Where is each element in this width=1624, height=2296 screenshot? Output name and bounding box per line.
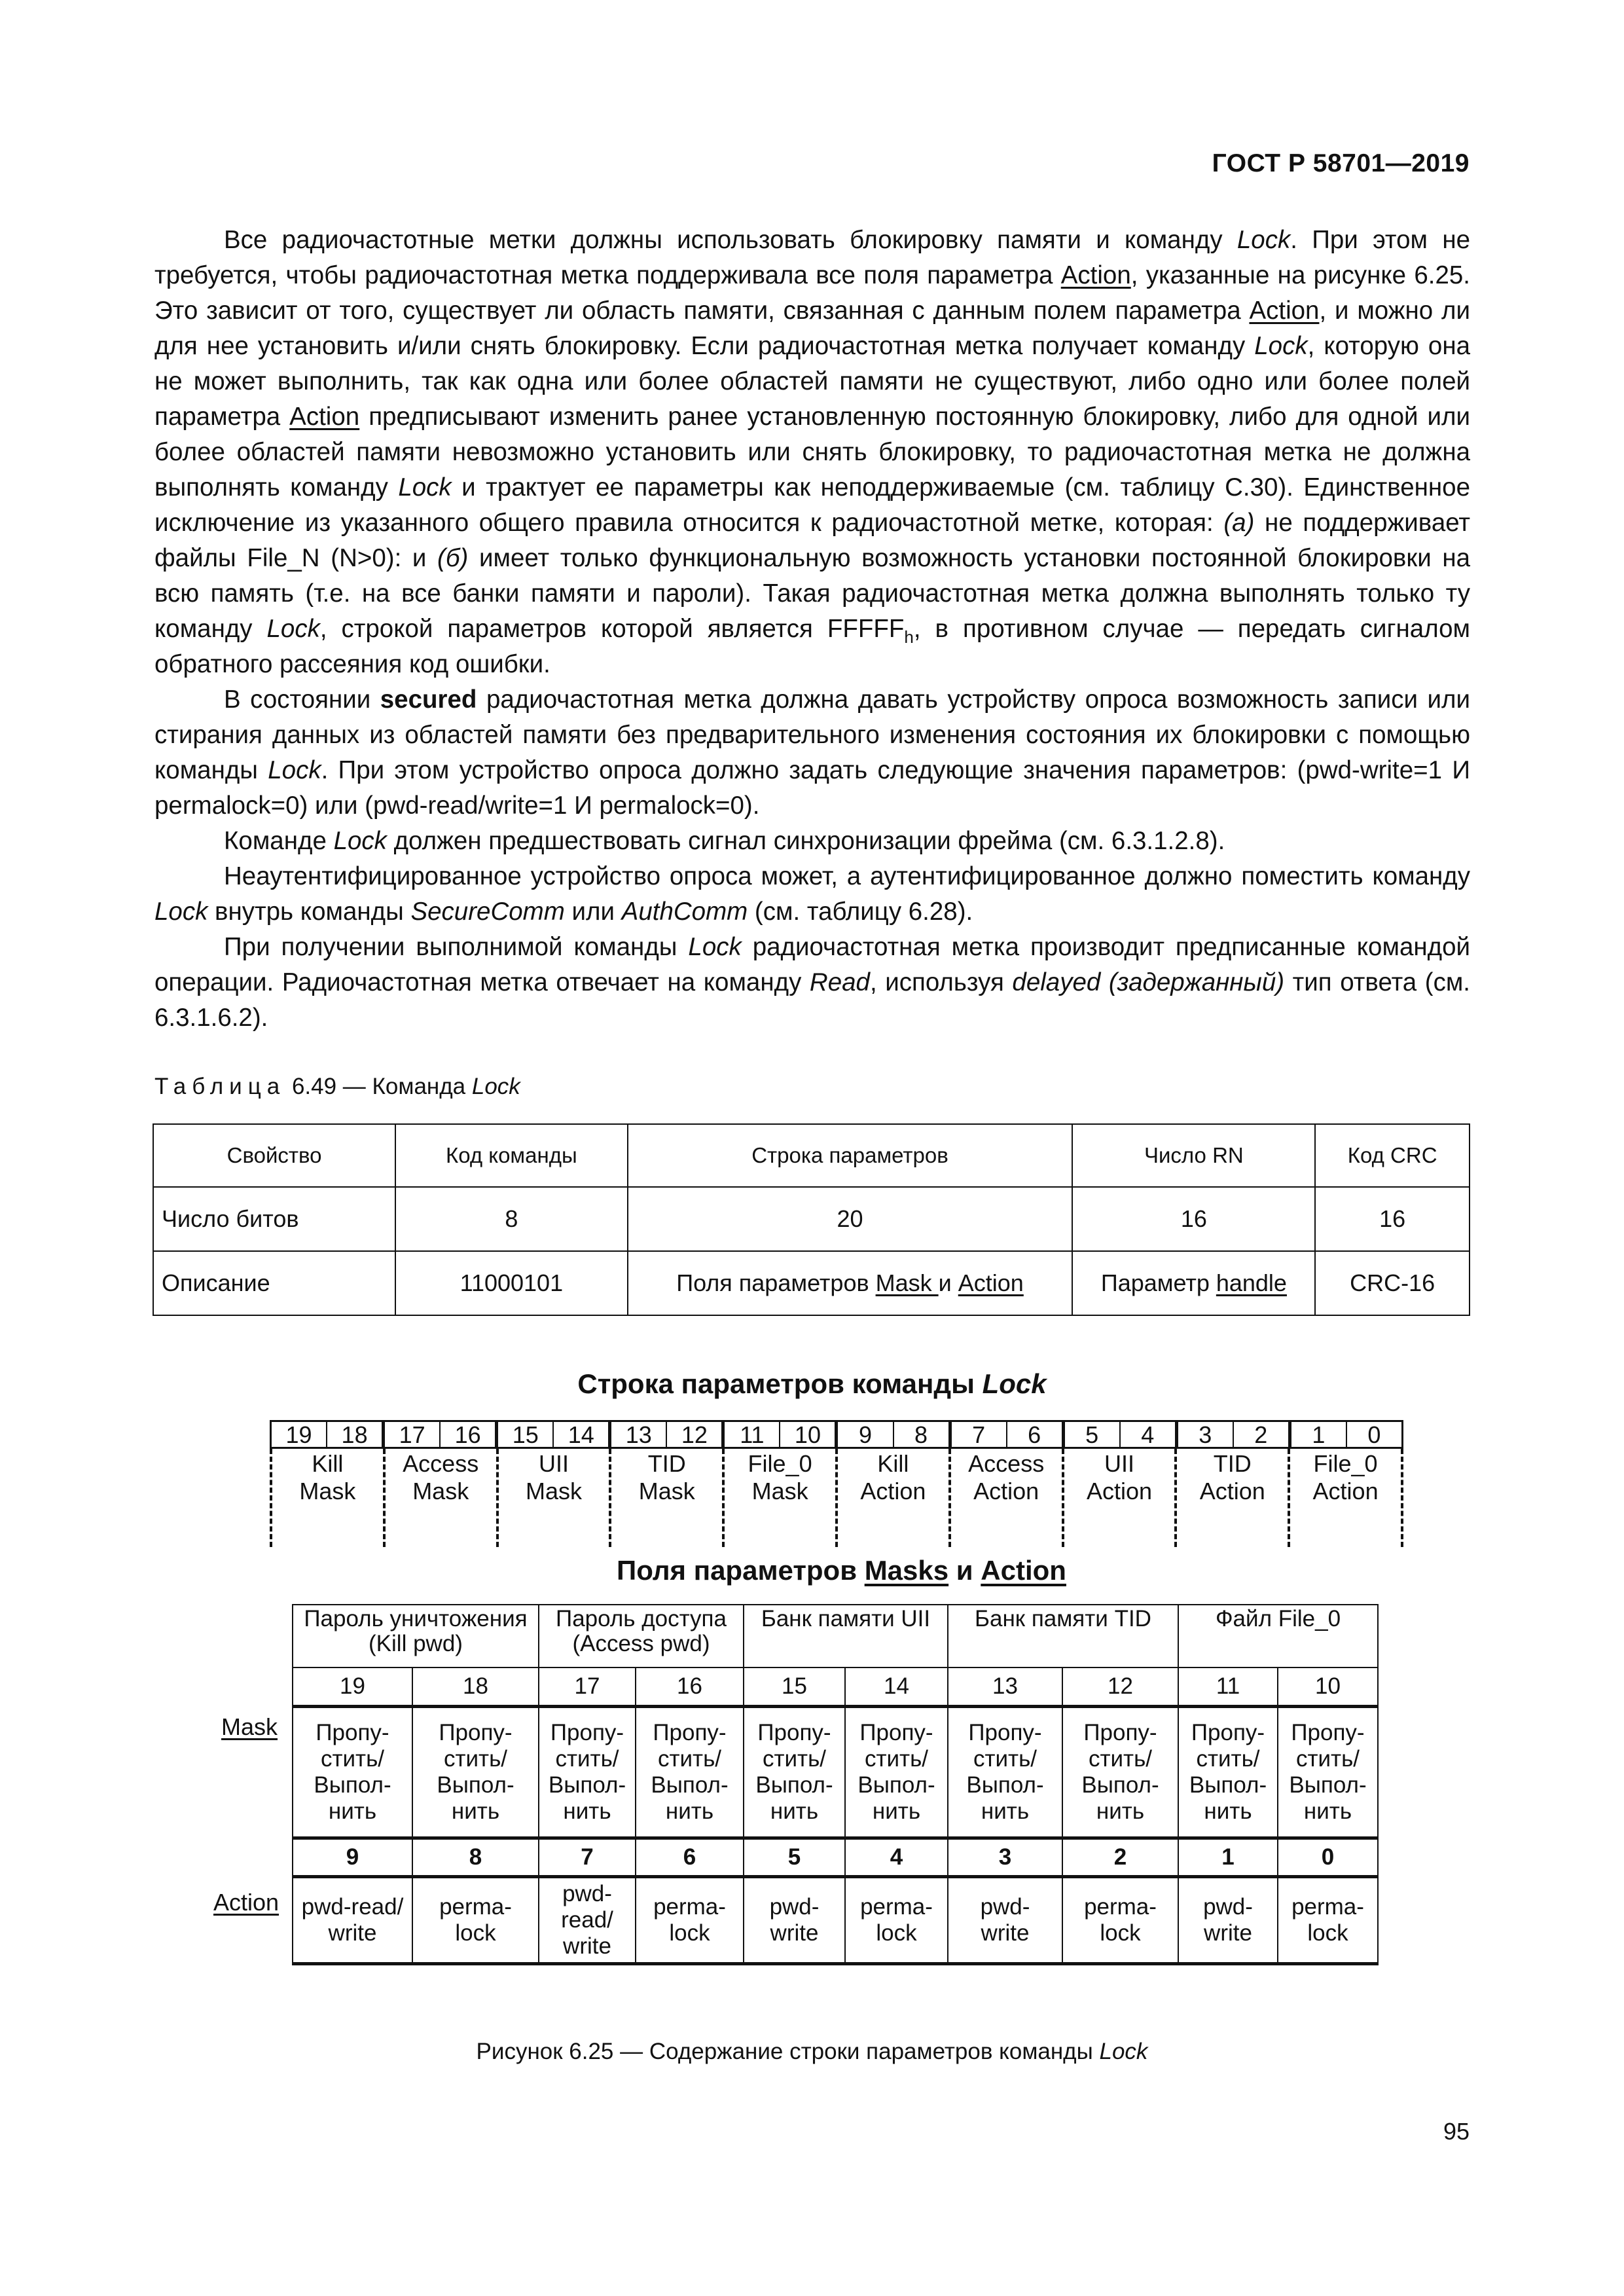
text: стить/ (1196, 1746, 1260, 1772)
term: (б) (437, 544, 469, 572)
bit-cell: 9 (835, 1422, 892, 1447)
action-bit-number: 9 (293, 1838, 412, 1877)
mask-cell (744, 1707, 845, 1838)
text: pwd-read/ (301, 1894, 404, 1920)
text: , строкой параметров которой является FFFFF (319, 615, 905, 643)
action-bit-number: 3 (948, 1838, 1062, 1877)
table-cell: CRC-16 (1315, 1251, 1470, 1315)
text: lock (455, 1920, 496, 1946)
table-cell: 11000101 (395, 1251, 627, 1315)
paragraph (154, 824, 1470, 859)
text: UII (1104, 1450, 1134, 1477)
text: write (770, 1920, 819, 1946)
text: Выпол- (1289, 1772, 1367, 1798)
table-header-row (153, 1124, 1470, 1187)
figure-title (0, 1368, 1624, 1400)
bit-cell: 5 (1062, 1422, 1119, 1447)
term: Mask (875, 1269, 939, 1296)
text: Пароль доступа (556, 1606, 727, 1631)
text: Kill (312, 1450, 344, 1477)
text: write (981, 1920, 1030, 1946)
text: Пароль уничтожения (304, 1606, 528, 1631)
action-cell (636, 1877, 744, 1964)
text: радиочастотная метка должна давать устройству опроса возможность записи или стирания данных из областей памяти без предварительного изменения состояния их блокировки с помощью команды (154, 685, 1470, 784)
text: нить (872, 1798, 921, 1824)
mask-row (293, 1707, 1378, 1838)
mask-bit-number: 17 (539, 1667, 636, 1707)
text: нить (770, 1798, 819, 1824)
text: Поля параметров (676, 1269, 876, 1296)
bit-cell: 1 (1288, 1422, 1346, 1447)
mask-cell (412, 1707, 539, 1838)
text: Выпол- (966, 1772, 1044, 1798)
text: Файл File_0 (1215, 1606, 1341, 1631)
mask-bit-number: 12 (1062, 1667, 1178, 1707)
action-row (293, 1877, 1378, 1964)
text: Выпол- (857, 1772, 935, 1798)
table-header-cell: Число RN (1072, 1124, 1315, 1187)
mask-cell (1178, 1707, 1278, 1838)
mask-bit-number: 11 (1178, 1667, 1278, 1707)
bit-cell: 8 (893, 1422, 948, 1447)
text: Команде (224, 827, 334, 855)
text: Пропу- (653, 1720, 727, 1745)
text: внутрь команды (208, 898, 411, 926)
table-caption (154, 1074, 520, 1100)
action-bit-number: 7 (539, 1838, 636, 1877)
text: не поддерживает файлы File_N (N>0): и (154, 509, 1470, 572)
term: Action (289, 403, 360, 431)
text: и (938, 1269, 958, 1296)
text: Строка параметров команды (577, 1368, 983, 1399)
term: SecureComm (410, 898, 565, 926)
text: Пропу- (859, 1720, 933, 1745)
paragraph (154, 930, 1470, 1036)
text: (Access pwd) (572, 1631, 710, 1656)
action-bit-number: 5 (744, 1838, 845, 1877)
text: pwd- (980, 1894, 1030, 1920)
text: предписывают изменить ранее установленную постоянную блокировку, либо для одной или более областей памяти невозможно установить или снять блокировку, то радиочастотная метка не должна выполнять команду (154, 403, 1471, 501)
action-bit-number: 1 (1178, 1838, 1278, 1877)
action-bit-number: 0 (1278, 1838, 1378, 1877)
bit-cell: 17 (382, 1422, 439, 1447)
text: , в противном случае — передать сигналом обратного рассеяния код ошибки. (154, 615, 1470, 678)
masks-action-grid (292, 1604, 1379, 1965)
text: Выпол- (1081, 1772, 1159, 1798)
action-bit-row (293, 1838, 1378, 1877)
bit-cell: 13 (608, 1422, 666, 1447)
mask-label: Mask (221, 1713, 278, 1740)
text: pwd- (562, 1881, 612, 1906)
text: стить/ (555, 1746, 619, 1772)
bit-cell: 7 (948, 1422, 1006, 1447)
field-label (1288, 1449, 1403, 1547)
paragraph (154, 682, 1470, 824)
text: Банк памяти UII (761, 1606, 931, 1631)
action-cell (1062, 1877, 1178, 1964)
table-header-cell: Код команды (395, 1124, 627, 1187)
text: perma- (653, 1894, 726, 1920)
text: стить/ (1088, 1746, 1153, 1772)
field-label (496, 1449, 609, 1547)
group-header (948, 1605, 1178, 1667)
text: Mask (412, 1478, 469, 1504)
term: Action (1060, 261, 1131, 289)
bit-cell: 12 (666, 1422, 721, 1447)
text: Пропу- (316, 1720, 389, 1745)
text: Mask (525, 1478, 582, 1504)
text: имеет только функциональную возможность установки постоянной блокировки на всю память (т.е. на все банки памяти и пароли). Такая радиочастотная метка должна выполнять только ту команду (154, 544, 1470, 643)
field-label (1062, 1449, 1175, 1547)
text: стить/ (1295, 1746, 1360, 1772)
table-cell: 16 (1315, 1187, 1470, 1251)
action-bit-number: 8 (412, 1838, 539, 1877)
table-header-cell: Свойство (153, 1124, 395, 1187)
bit-cell: 2 (1233, 1422, 1288, 1447)
text: Пропу- (968, 1720, 1042, 1745)
text: Пропу- (1291, 1720, 1365, 1745)
mask-bit-number: 13 (948, 1667, 1062, 1707)
term: Read (809, 968, 870, 996)
mask-bit-number: 15 (744, 1667, 845, 1707)
document-header: ГОСТ Р 58701—2019 (1212, 149, 1470, 177)
text: File_0 (748, 1450, 812, 1477)
text: Action (1086, 1478, 1152, 1504)
group-header (293, 1605, 539, 1667)
mask-cell (1062, 1707, 1178, 1838)
term: Lock (333, 827, 387, 855)
action-cell (1178, 1877, 1278, 1964)
group-header (539, 1605, 744, 1667)
term: Lock (982, 1368, 1047, 1399)
bit-cell: 15 (495, 1422, 552, 1447)
lock-command-table (153, 1123, 1470, 1316)
table-cell: Число битов (153, 1187, 395, 1251)
text: , указанные на рисунке 6.25. Это зависит от того, существует ли область памяти, связанная с данным полем параметра (154, 261, 1470, 325)
text: pwd- (1203, 1894, 1253, 1920)
paragraph (154, 223, 1470, 682)
text: TID (1213, 1450, 1252, 1477)
bit-cell: 16 (439, 1422, 495, 1447)
text: Параметр (1100, 1269, 1216, 1296)
text: Action (973, 1478, 1039, 1504)
text: Таблица (154, 1074, 286, 1099)
action-label: Action (213, 1889, 280, 1916)
field-label (948, 1449, 1062, 1547)
term: Action (1249, 297, 1320, 325)
term: Lock (1236, 226, 1291, 254)
action-cell (293, 1877, 412, 1964)
table-cell: 8 (395, 1187, 627, 1251)
group-row (293, 1605, 1378, 1667)
bit-cell: 10 (779, 1422, 835, 1447)
field-label (835, 1449, 948, 1547)
action-cell (412, 1877, 539, 1964)
text: стить/ (657, 1746, 722, 1772)
text: стить/ (320, 1746, 385, 1772)
text: Выпол- (314, 1772, 391, 1798)
subscript: h (904, 627, 914, 647)
term: Lock (688, 933, 742, 961)
text: стить/ (443, 1746, 508, 1772)
text: 6.49 — Команда (285, 1074, 472, 1099)
term: Lock (154, 898, 208, 926)
text: Mask (638, 1478, 695, 1504)
bit-cell: 3 (1175, 1422, 1233, 1447)
figure-subtitle (29, 1555, 1624, 1586)
table-row (153, 1187, 1470, 1251)
action-cell (845, 1877, 948, 1964)
text: Выпол- (651, 1772, 729, 1798)
body-text (154, 223, 1470, 1036)
term: Action (981, 1555, 1066, 1586)
text: Выпол- (437, 1772, 514, 1798)
text: Action (1312, 1478, 1379, 1504)
text: Kill (877, 1450, 909, 1477)
text: perma- (860, 1894, 933, 1920)
mask-bit-number: 18 (412, 1667, 539, 1707)
table-cell: 20 (628, 1187, 1073, 1251)
group-header (1178, 1605, 1378, 1667)
group-header (744, 1605, 948, 1667)
term: Action (958, 1269, 1024, 1296)
term: Lock (268, 756, 321, 784)
text: Пропу- (550, 1720, 624, 1745)
table-header-cell: Код CRC (1315, 1124, 1470, 1187)
text: lock (876, 1920, 917, 1946)
text: UII (538, 1450, 569, 1477)
action-bit-number: 2 (1062, 1838, 1178, 1877)
text: lock (1100, 1920, 1141, 1946)
text: write (328, 1920, 377, 1946)
term: secured (380, 685, 477, 714)
field-label (270, 1449, 383, 1547)
term: handle (1216, 1269, 1287, 1296)
action-cell (539, 1877, 636, 1964)
text: perma- (1291, 1894, 1364, 1920)
paragraph (154, 859, 1470, 930)
table-cell (1072, 1251, 1315, 1315)
text: При получении выполнимой команды (224, 933, 689, 961)
mask-cell (845, 1707, 948, 1838)
bit-field-labels (270, 1449, 1403, 1547)
mask-bit-row (293, 1667, 1378, 1707)
text: тип ответа (см. 6.3.1.6.2). (154, 968, 1471, 1032)
text: или (564, 898, 622, 926)
mask-cell (948, 1707, 1062, 1838)
text: и трактует ее параметры как неподдерживаемые (см. таблицу С.30). Единственное исключение из указанного общего правила относится к радиочастотной метке, которая: (154, 473, 1470, 537)
text: стить/ (973, 1746, 1038, 1772)
text: , которую она не может выполнить, так как одна или более областей памяти не существуют, либо одно или более полей параметра (154, 332, 1470, 431)
text: (см. таблицу 6.28). (748, 898, 973, 926)
text: TID (647, 1450, 686, 1477)
text: Пропу- (439, 1720, 513, 1745)
text: стить/ (864, 1746, 929, 1772)
text: , и можно ли для нее установить и/или снять блокировку. Если радиочастотная метка получает команду (154, 297, 1470, 360)
text: Action (860, 1478, 926, 1504)
bit-cell: 6 (1006, 1422, 1062, 1447)
text: нить (981, 1798, 1030, 1824)
text: Action (1199, 1478, 1265, 1504)
mask-cell (1278, 1707, 1378, 1838)
term: Masks (864, 1555, 949, 1586)
figure-caption (0, 2039, 1624, 2065)
action-cell (948, 1877, 1062, 1964)
term: Lock (471, 1074, 520, 1099)
text: File_0 (1313, 1450, 1378, 1477)
action-cell (1278, 1877, 1378, 1964)
text: . При этом не требуется, чтобы радиочастотная метка поддерживала все поля параметра (154, 226, 1470, 289)
text: . При этом устройство опроса должно задать следующие значения параметров: (pwd-write=1 И permalock=0) или (pwd-read/write=1 И permalock=0). (154, 756, 1470, 820)
text: Mask (751, 1478, 808, 1504)
text: нить (665, 1798, 714, 1824)
text: Неаутентифицированное устройство опроса может, а аутентифицированное должно поместить команду (224, 862, 1470, 890)
text: lock (669, 1920, 710, 1946)
action-bit-number: 6 (636, 1838, 744, 1877)
term: Lock (1254, 332, 1308, 360)
text: нить (1096, 1798, 1145, 1824)
bit-cell: 14 (552, 1422, 608, 1447)
term: Lock (1099, 2039, 1148, 2064)
text: нить (1303, 1798, 1352, 1824)
term: delayed (задержанный) (1012, 968, 1285, 996)
text: Выпол- (1189, 1772, 1267, 1798)
text: Mask (299, 1478, 356, 1504)
field-label (383, 1449, 496, 1547)
text: Все радиочастотные метки должны использовать блокировку памяти и команду (224, 226, 1237, 254)
text: perma- (439, 1894, 512, 1920)
text: Рисунок 6.25 — Содержание строки параметров команды (476, 2039, 1100, 2064)
text: и (948, 1555, 981, 1586)
table-cell (628, 1251, 1073, 1315)
text: pwd- (769, 1894, 820, 1920)
table-row (153, 1251, 1470, 1315)
text: Выпол- (548, 1772, 626, 1798)
mask-cell (636, 1707, 744, 1838)
text: , используя (869, 968, 1013, 996)
bit-cell: 0 (1346, 1422, 1401, 1447)
text: нить (563, 1798, 611, 1824)
field-label (722, 1449, 835, 1547)
text: нить (451, 1798, 500, 1824)
text: стить/ (762, 1746, 827, 1772)
mask-cell (539, 1707, 636, 1838)
text: должен предшествовать сигнал синхронизации фрейма (см. 6.3.1.2.8). (386, 827, 1225, 855)
term: (а) (1223, 509, 1255, 537)
term: AuthComm (621, 898, 748, 926)
action-cell (744, 1877, 845, 1964)
field-label (1174, 1449, 1288, 1547)
text: write (1204, 1920, 1252, 1946)
text: write (563, 1933, 611, 1959)
text: Access (968, 1450, 1045, 1477)
mask-bit-number: 14 (845, 1667, 948, 1707)
table-header-cell: Строка параметров (628, 1124, 1073, 1187)
text: Банк памяти TID (975, 1606, 1151, 1631)
text: read/ (561, 1907, 613, 1933)
text: Пропу- (757, 1720, 831, 1745)
term: Lock (398, 473, 452, 501)
action-bit-number: 4 (845, 1838, 948, 1877)
bit-cell: 19 (285, 1421, 312, 1448)
term: Lock (266, 615, 320, 643)
text: нить (328, 1798, 377, 1824)
mask-bit-number: 10 (1278, 1667, 1378, 1707)
text: Поля параметров (617, 1555, 865, 1586)
text: радиочастотная метка производит предписанные командой операции. Радиочастотная метка отвечает на команду (154, 933, 1470, 996)
text: В состоянии (224, 685, 380, 714)
text: Пропу- (1083, 1720, 1157, 1745)
text: нить (1204, 1798, 1252, 1824)
bit-cell: 4 (1119, 1422, 1175, 1447)
bit-cell: 11 (721, 1422, 779, 1447)
mask-bit-number: 19 (293, 1667, 412, 1707)
field-label (609, 1449, 722, 1547)
text: (Kill pwd) (369, 1631, 463, 1656)
mask-cell (293, 1707, 412, 1838)
mask-bit-number: 16 (636, 1667, 744, 1707)
text: Access (403, 1450, 479, 1477)
text: lock (1307, 1920, 1348, 1946)
table-cell: 16 (1072, 1187, 1315, 1251)
bit-string (270, 1420, 1403, 1449)
text: Выпол- (755, 1772, 833, 1798)
table-cell: Описание (153, 1251, 395, 1315)
page-number: 95 (1443, 2118, 1470, 2145)
text: Пропу- (1191, 1720, 1265, 1745)
bit-cell: 18 (326, 1422, 382, 1447)
text: perma- (1084, 1894, 1157, 1920)
